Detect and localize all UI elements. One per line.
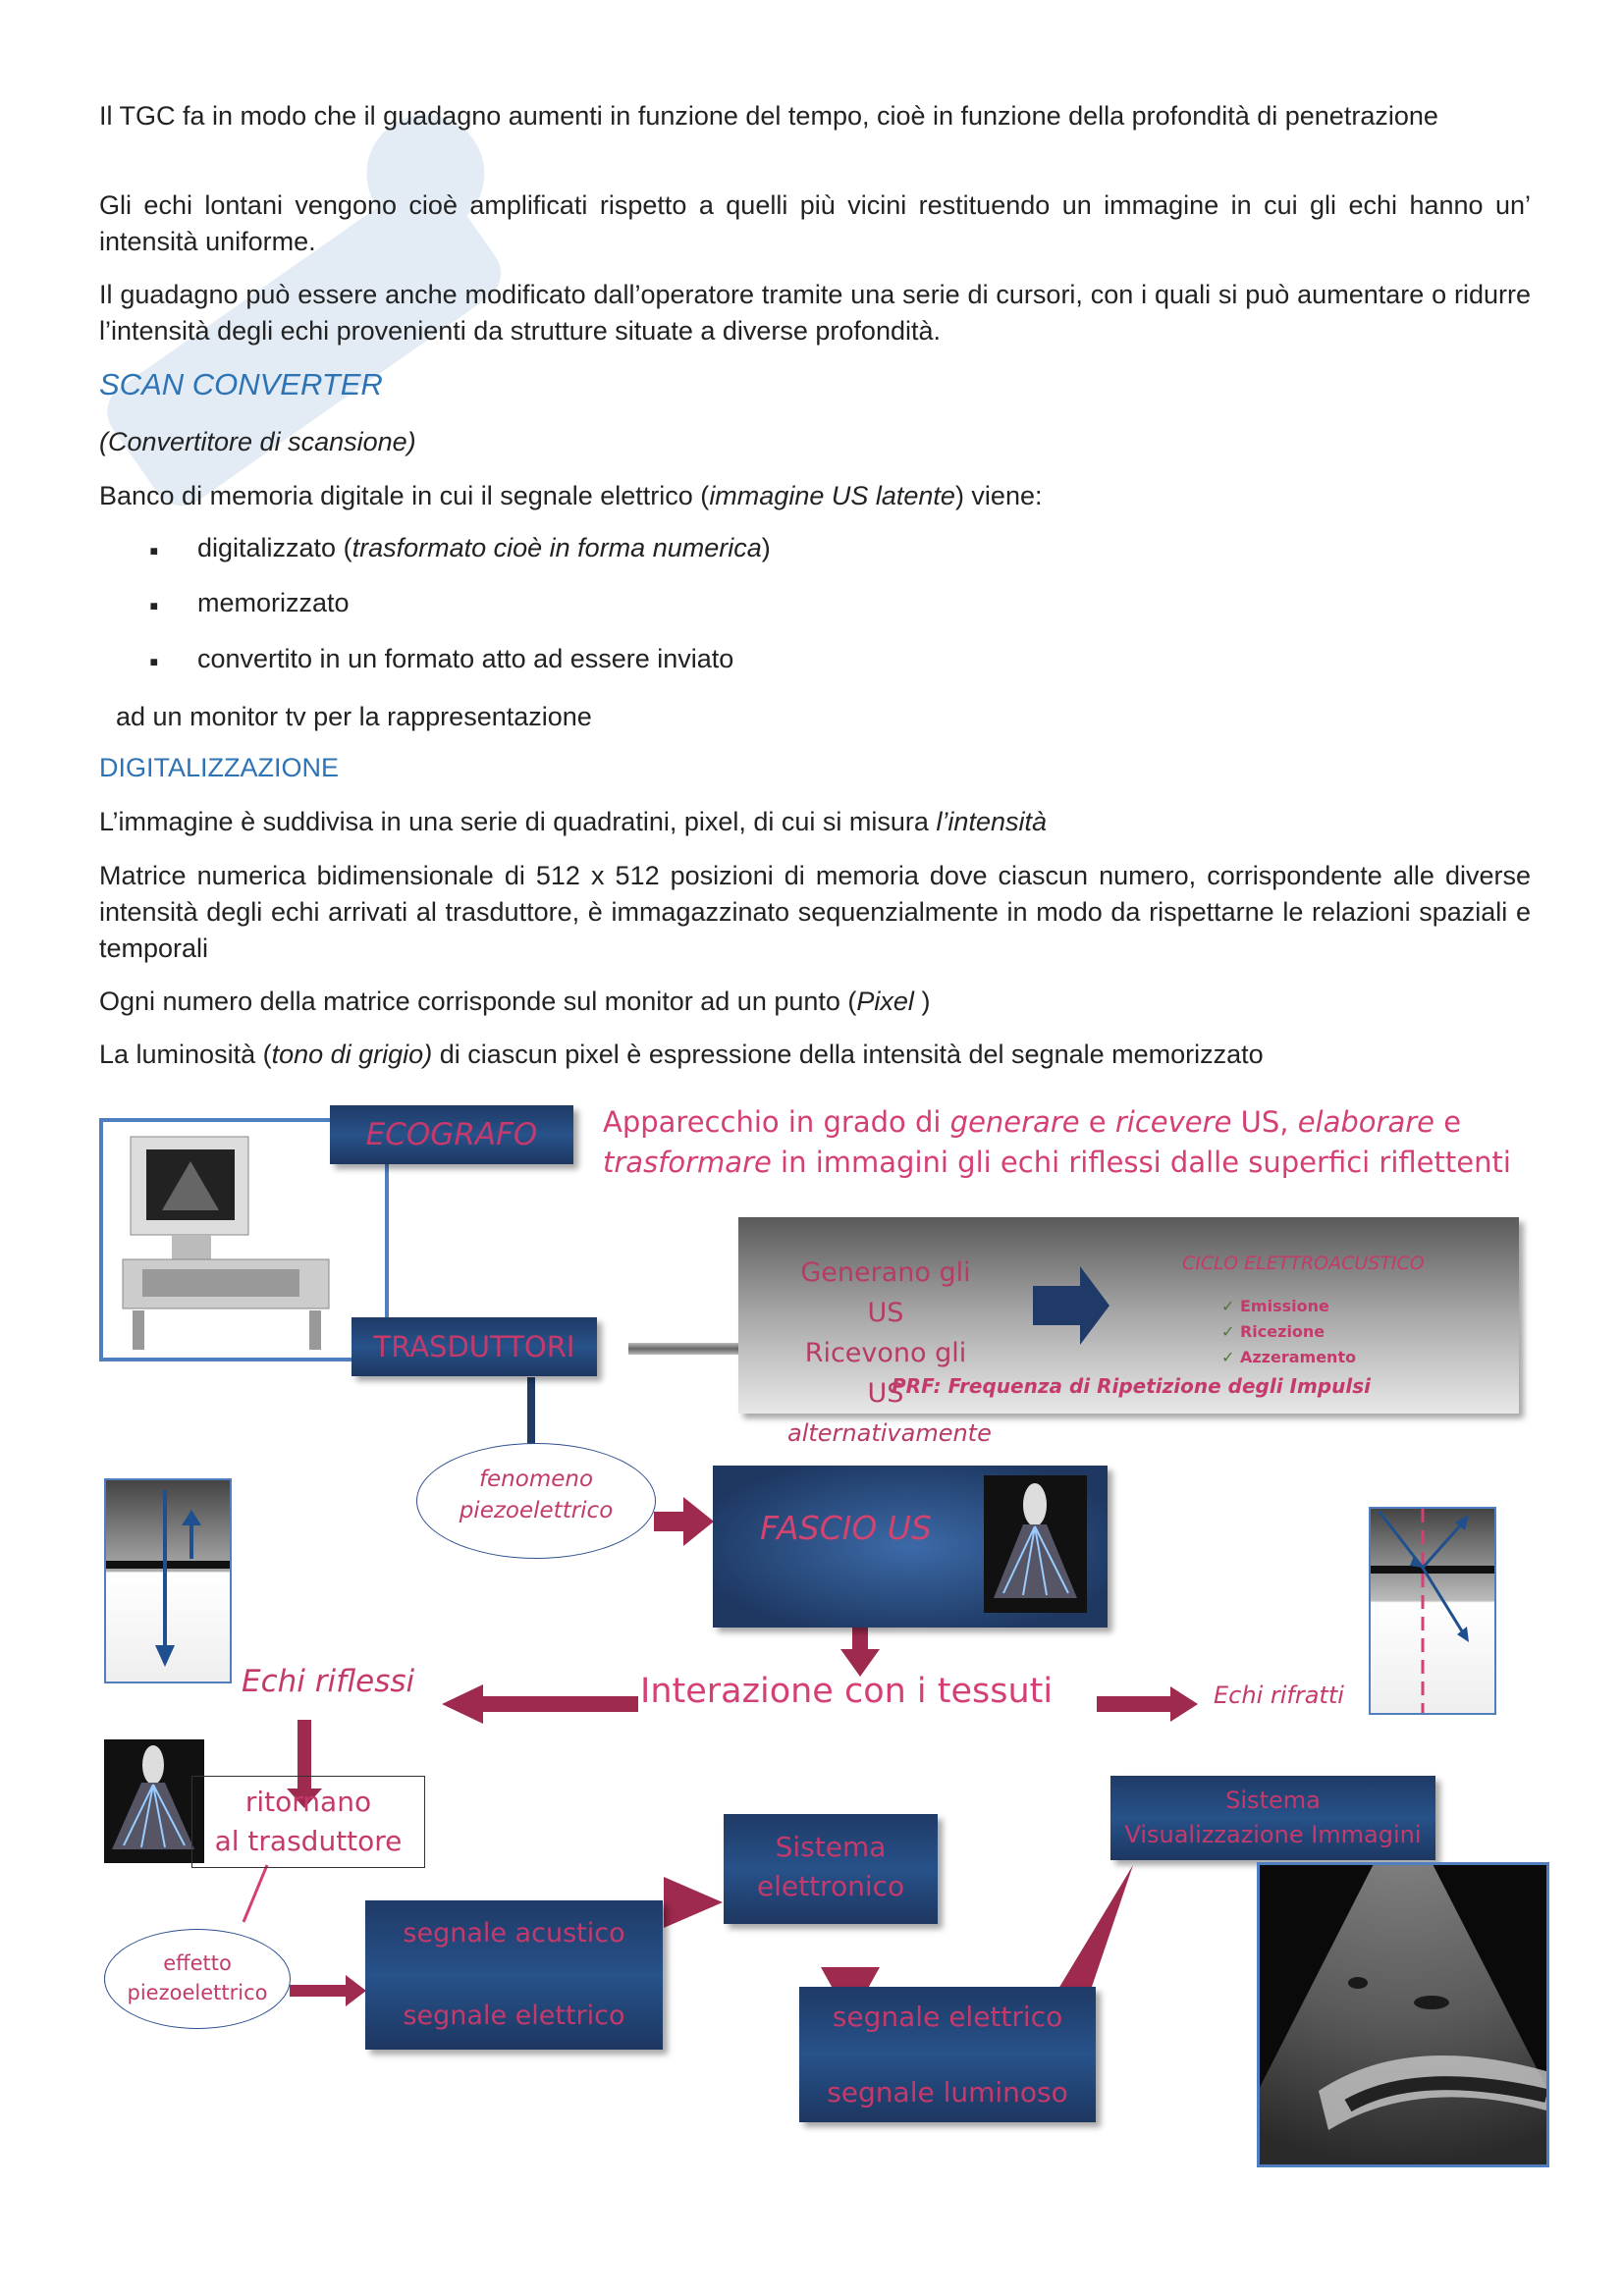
bullet-convertito: convertito in un formato atto ad essere inviato: [197, 644, 734, 673]
label-generano: Generano gli US: [800, 1257, 971, 1328]
label-prf: PRF: Frequenza di Ripetizione degli Impulsi: [892, 1374, 1371, 1398]
item-emissione: ✓ Emissione: [1221, 1297, 1329, 1315]
reflection-diagram: [104, 1478, 232, 1683]
paragraph-banco-memoria: Banco di memoria digitale in cui il segnale elettrico (immagine US latente) viene:: [99, 481, 1043, 510]
gruppo-generano: [787, 1253, 992, 1454]
paragraph-echi-lontani: Gli echi lontani vengono cioè amplificati rispetto a quelli più vicini restituendo un immagine in cui gli echi hanno un’ intensità uniforme.: [99, 190, 1531, 256]
refraction-diagram: [1369, 1507, 1496, 1715]
paragraph-pixel: Ogni numero della matrice corrisponde sul monitor ad un punto (Pixel ): [99, 987, 931, 1016]
label-ciclo: CICLO ELETTROACUSTICO: [1182, 1253, 1425, 1274]
paragraph-tgc: Il TGC fa in modo che il guadagno aumenti in funzione del tempo, cioè in funzione della profondità di penetrazione: [99, 101, 1438, 131]
box-ritornano: [191, 1776, 425, 1868]
subtitle-convertitore: (Convertitore di scansione): [99, 427, 416, 456]
label-segnale-elettrico-2: segnale elettrico: [832, 2001, 1063, 2033]
bullet-marker: ▪: [149, 647, 159, 676]
box-ciclo: [738, 1217, 1519, 1447]
probe-small-icon: [104, 1739, 204, 1863]
label-echi-riflessi: Echi riflessi: [242, 1664, 415, 1699]
label-segnale-elettrico-1: segnale elettrico: [403, 2001, 625, 2031]
paragraph-luminosita: La luminosità (tono di grigio) di ciascun pixel è espressione della intensità del segnale memorizzato: [99, 1040, 1264, 1069]
arrow-echi-riflessi: [442, 1684, 638, 1724]
box-sistema-elettronico: [724, 1814, 938, 1924]
arrow-echi-rifratti: [1097, 1686, 1198, 1722]
box-segnale-elettrico: [799, 1987, 1096, 2122]
lista-ciclo: [1221, 1294, 1356, 1370]
arrow-to-sistema: [664, 1877, 723, 1928]
heading-digitalizzazione: DIGITALIZZAZIONE: [99, 753, 340, 782]
label-echi-rifratti: Echi rifratti: [1214, 1682, 1344, 1709]
label-al-trasduttore: al trasduttore: [214, 1825, 403, 1857]
paragraph-immagine-suddivisa: L’immagine è suddivisa in una serie di quadratini, pixel, di cui si misura l’intensità: [99, 807, 1047, 836]
connector-down: [527, 1377, 535, 1446]
arrow-to-visualizzazione: [1058, 1865, 1133, 1989]
box-visualizzazione: [1110, 1776, 1435, 1860]
box-ecografo: ECOGRAFO: [330, 1105, 573, 1164]
paragraph-guadagno: Il guadagno può essere anche modificato dall’operatore tramite una serie di cursori, con i quali si può aumentare o ridurre l’intensità degli echi provenienti da strutture situate a diverse profondità.: [99, 280, 1531, 346]
label-visualizzazione: Visualizzazione Immagini: [1124, 1821, 1422, 1848]
ellipse-effetto: [104, 1929, 291, 2029]
bullet-marker: ▪: [149, 536, 159, 565]
box-segnale-acustico: [365, 1900, 663, 2050]
label-fenomeno: fenomeno: [478, 1467, 594, 1492]
arrow-to-fascio: [654, 1497, 714, 1546]
item-ricezione: ✓ Ricezione: [1221, 1322, 1325, 1341]
label-segnale-luminoso: segnale luminoso: [827, 2076, 1068, 2109]
bullet-memorizzato: memorizzato: [197, 588, 350, 617]
probe-icon: [984, 1475, 1087, 1613]
connector-bar: [628, 1343, 738, 1355]
label-piezoelettrico: piezoelettrico: [459, 1498, 614, 1523]
connector-effetto: [243, 1865, 267, 1922]
label-interazione: Interazione con i tessuti: [640, 1672, 1054, 1711]
ellipse-fenomeno: [416, 1443, 656, 1559]
arrow-ciclo: [1033, 1266, 1111, 1345]
box-fascio: [713, 1466, 1108, 1628]
label-ritornano: ritornano: [244, 1786, 372, 1818]
label-effetto-piezoelettrico: piezoelettrico: [127, 1981, 268, 2004]
label-ricevono: Ricevono gli US: [804, 1338, 967, 1409]
reflection-arrows-icon: [106, 1480, 230, 1682]
label-sistema-vis: Sistema: [1225, 1787, 1321, 1814]
label-sistema: Sistema: [775, 1831, 887, 1863]
box-trasduttori: TRASDUTTORI: [352, 1317, 597, 1376]
bullet-digitalizzato: digitalizzato (trasformato cioè in forma numerica): [197, 533, 771, 562]
label-fascio: FASCIO US: [760, 1509, 932, 1547]
paragraph-matrice: Matrice numerica bidimensionale di 512 x 512 posizioni di memoria dove ciascun numero, corrispondente alle diverse intensità degli echi arrivati al trasduttore, è immagazzinato sequenzialmente in modo da rispettarne le relazioni spaziali e temporali: [99, 861, 1531, 963]
heading-scan-converter: SCAN CONVERTER: [99, 367, 383, 401]
paragraph-monitor: ad un monitor tv per la rappresentazione: [116, 702, 592, 731]
ultrasound-scan-icon: [1260, 1865, 1546, 2164]
label-effetto: effetto: [163, 1951, 232, 1975]
item-azzeramento: ✓ Azzeramento: [1221, 1348, 1357, 1366]
arrow-to-segnale-acustico: [290, 1975, 366, 2006]
label-elettronico: elettronico: [756, 1870, 905, 1902]
refraction-arrows-icon: [1371, 1509, 1494, 1713]
label-segnale-acustico: segnale acustico: [403, 1918, 625, 1949]
ultrasound-image: [1257, 1862, 1549, 2167]
label-alternativamente: alternativamente: [787, 1419, 992, 1447]
definizione-ecografo: Apparecchio in grado di generare e ricevere US, elaborare e trasformare in immagini gli echi riflessi dalle superfici riflettenti: [603, 1105, 1511, 1179]
bullet-marker: ▪: [149, 591, 159, 620]
